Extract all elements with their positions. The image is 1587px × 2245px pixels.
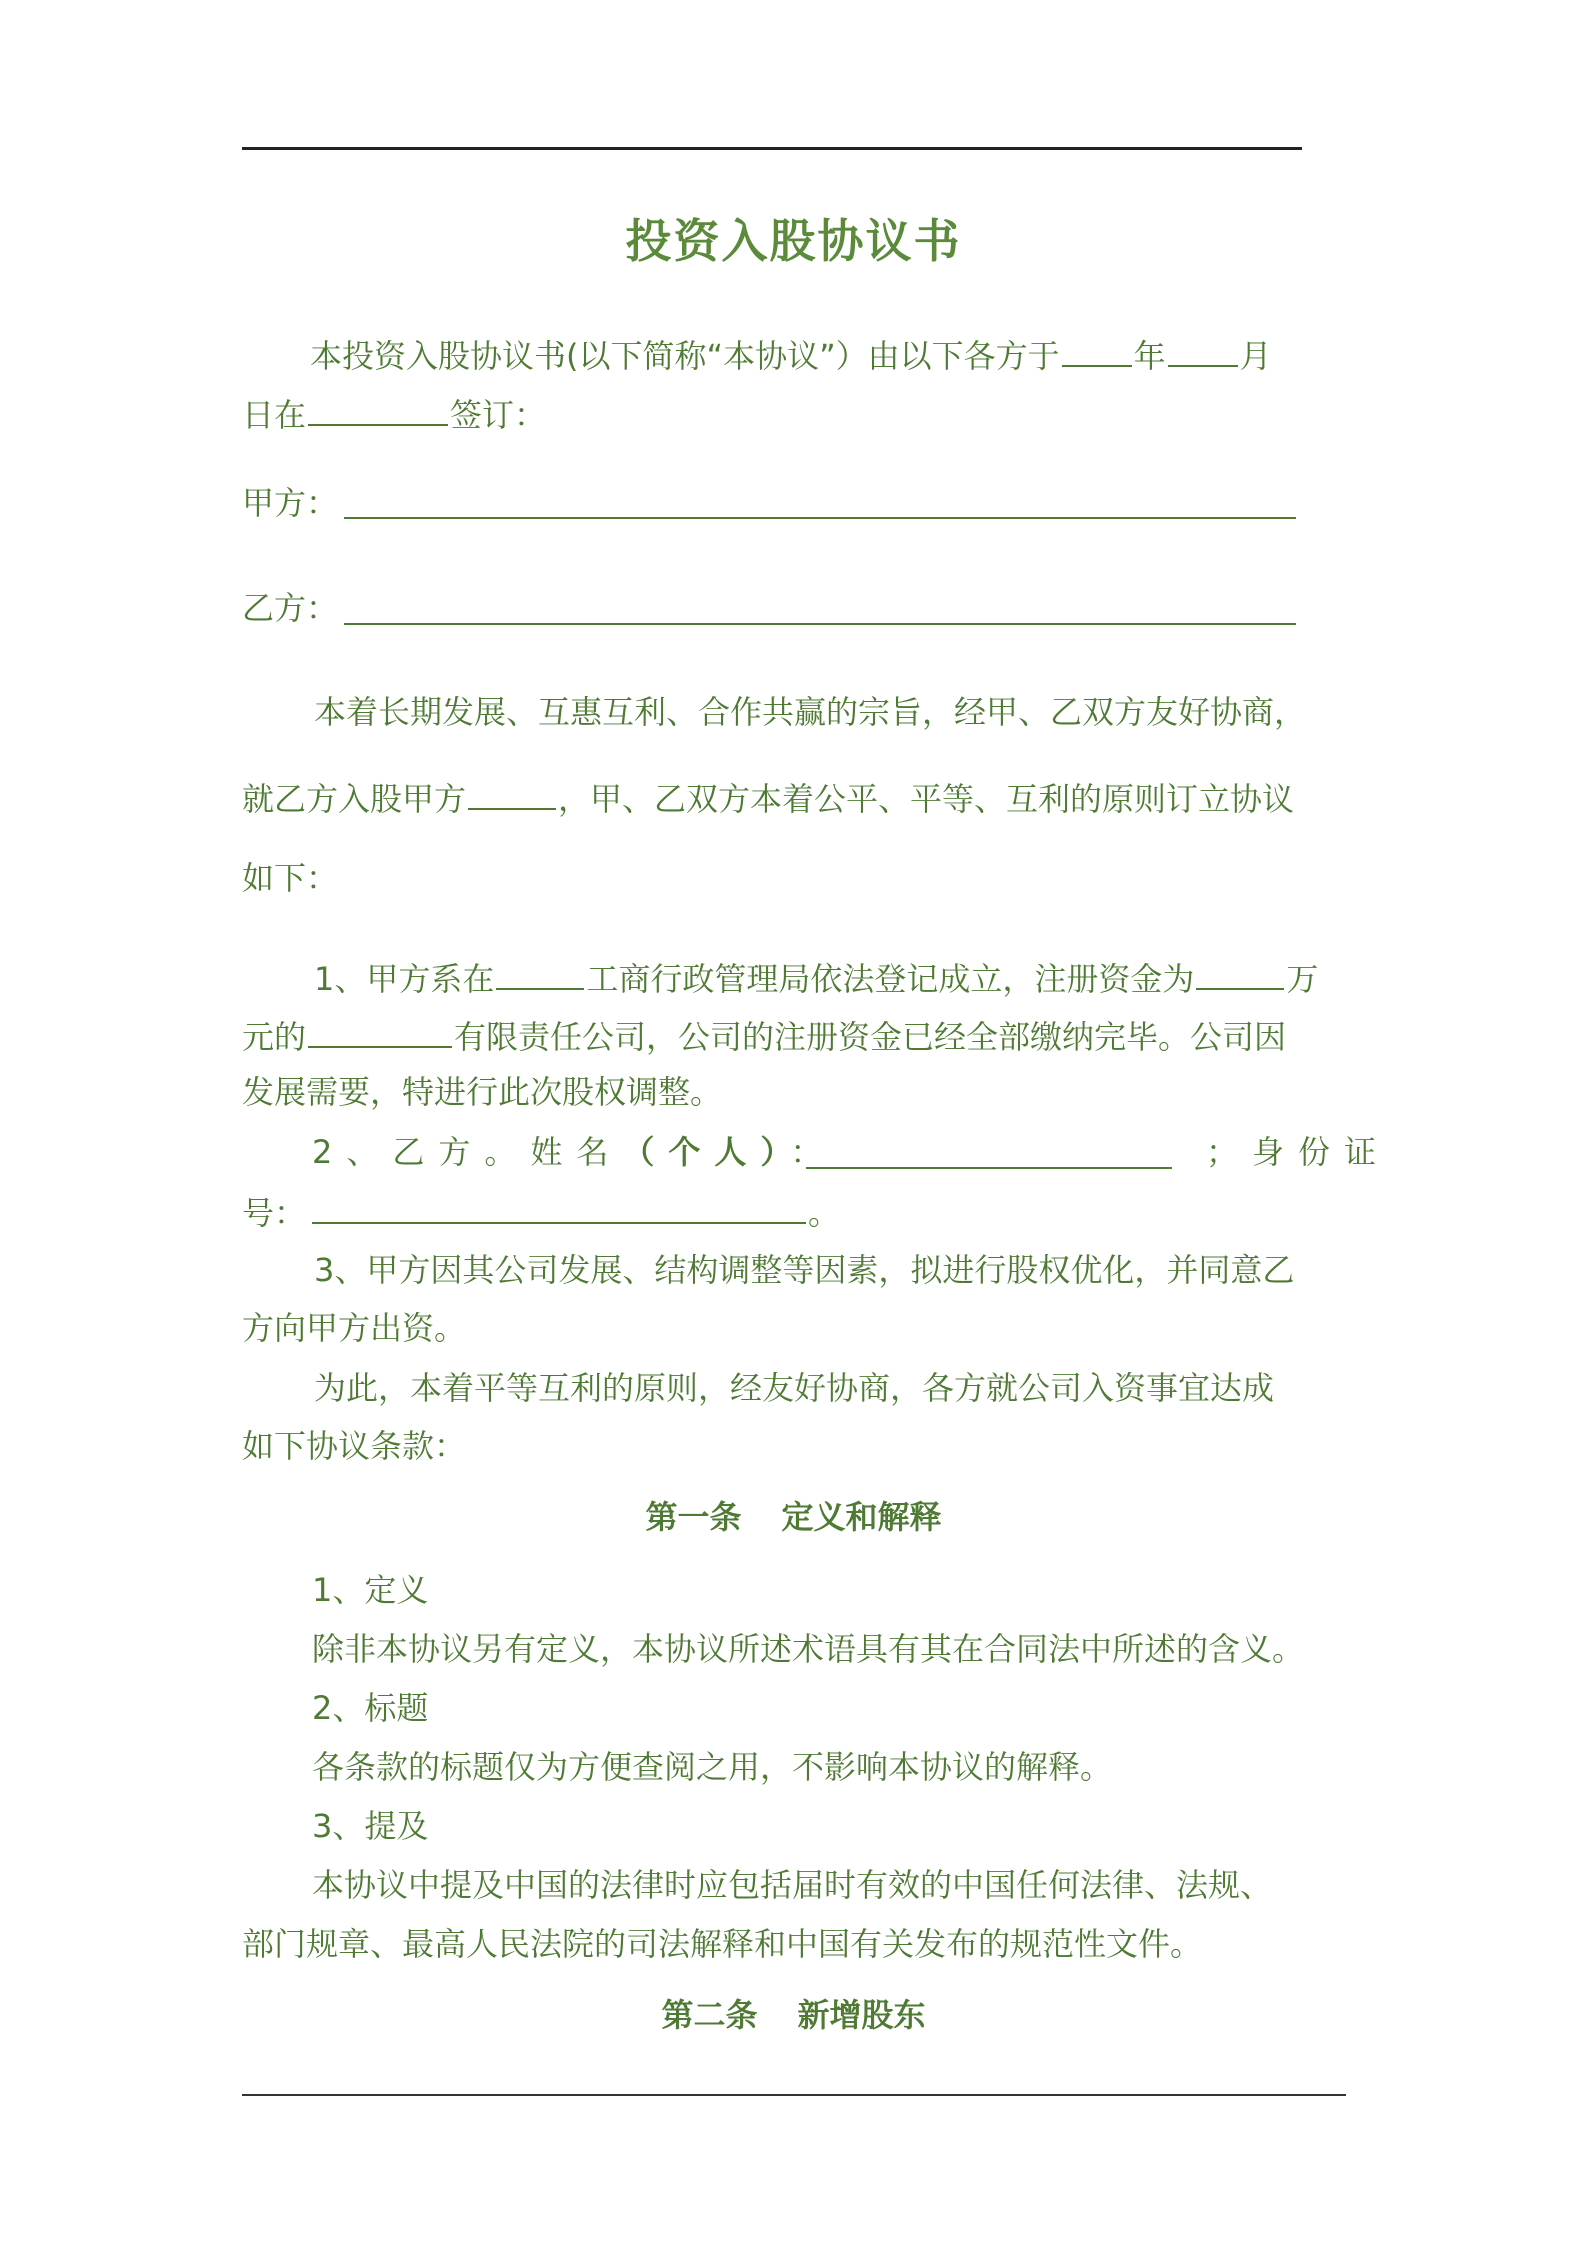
- item1-line-2: [242, 1012, 1286, 1059]
- item2-text-e: 号：: [242, 1194, 307, 1232]
- signed-label: 签订：: [450, 396, 547, 434]
- article1-s3-text-1: 本协议中提及中国的法律时应包括届时有效的中国任何法律、法规、: [312, 1866, 1273, 1904]
- article1-s2-text: 各条款的标题仅为方便查阅之用，不影响本协议的解释。: [312, 1748, 1113, 1786]
- item2-line-1: [312, 1130, 836, 1174]
- company-blank[interactable]: [308, 1012, 452, 1048]
- party-a-label: 甲方：: [242, 484, 339, 522]
- article1-heading: [0, 1492, 1587, 1538]
- preamble-line-1: 本着长期发展、互惠互利、合作共赢的宗旨，经甲、乙双方友好协商，: [314, 693, 1307, 731]
- item3-line-1: 3、甲方因其公司发展、结构调整等因素，拟进行股权优化，并同意乙: [314, 1251, 1295, 1289]
- article1-number: 第一条: [645, 1498, 742, 1536]
- item2-text-c: ：: [790, 1133, 837, 1171]
- share-blank[interactable]: [468, 774, 556, 810]
- preamble-text-a: 就乙方入股甲方: [242, 780, 467, 818]
- article1-s1-text: 除非本协议另有定义，本协议所述术语具有其在合同法中所述的含义。: [312, 1630, 1305, 1668]
- item1-text-a: 1、甲方系在: [314, 960, 495, 998]
- footer-rule: [242, 2094, 1346, 2096]
- month-label: 月: [1239, 337, 1272, 375]
- location-blank[interactable]: [308, 390, 448, 426]
- party-a-field[interactable]: [344, 517, 1296, 519]
- item1-line-1: [314, 954, 1318, 1001]
- id-label: ；身份证: [1206, 1133, 1391, 1171]
- article2-number: 第二条: [661, 1996, 758, 2034]
- item3-line-2: 方向甲方出资。: [242, 1309, 467, 1347]
- therefore-line-1: 为此，本着平等互利的原则，经友好协商，各方就公司入资事宜达成: [314, 1369, 1275, 1407]
- item1-text-b: 工商行政管理局依法登记成立，注册资金为: [586, 960, 1195, 998]
- item1-text-e: 有限责任公司，公司的注册资金已经全部缴纳完毕。公司因: [454, 1018, 1287, 1056]
- day-at-label: 日在: [242, 396, 307, 434]
- article1-s1-title: 1、定义: [312, 1571, 429, 1609]
- year-label: 年: [1133, 337, 1166, 375]
- preamble-text-b: ，甲、乙双方本着公平、平等、互利的原则订立协议: [558, 780, 1295, 818]
- item1-text-d: 元的: [242, 1018, 307, 1056]
- intro-line-2: [242, 390, 546, 437]
- article2-heading: [0, 1990, 1587, 2036]
- bureau-blank[interactable]: [496, 954, 584, 990]
- item1-line-3: 发展需要，特进行此次股权调整。: [242, 1073, 723, 1111]
- intro-line-1: [310, 331, 1272, 378]
- preamble-line-3: 如下：: [242, 859, 339, 897]
- item1-text-c: 万: [1286, 960, 1319, 998]
- header-rule: [242, 147, 1302, 150]
- item2-text-a: 2、乙方。姓名: [312, 1133, 623, 1171]
- capital-blank[interactable]: [1196, 954, 1284, 990]
- item2-text-f: 。: [808, 1194, 841, 1232]
- year-blank[interactable]: [1062, 331, 1132, 367]
- article1-s3-title: 3、提及: [312, 1807, 429, 1845]
- party-b-label: 乙方：: [242, 589, 339, 627]
- item2-text-b: （个人）: [622, 1133, 791, 1171]
- item2-line-2: [242, 1188, 840, 1235]
- party-b-field[interactable]: [344, 623, 1296, 625]
- preamble-line-2: [242, 774, 1294, 821]
- article1-name: 定义和解释: [781, 1498, 942, 1536]
- therefore-line-2: 如下协议条款：: [242, 1427, 467, 1465]
- article1-s3-text-2: 部门规章、最高人民法院的司法解释和中国有关发布的规范性文件。: [242, 1925, 1203, 1963]
- id-number-field[interactable]: [312, 1188, 806, 1224]
- name-field[interactable]: [806, 1167, 1172, 1169]
- article2-name: 新增股东: [797, 1996, 926, 2034]
- article1-s2-title: 2、标题: [312, 1689, 429, 1727]
- document-title: 投资入股协议书: [625, 214, 962, 268]
- month-blank[interactable]: [1168, 331, 1238, 367]
- intro-text: 本投资入股协议书(以下简称“本协议”）由以下各方于: [310, 337, 1060, 375]
